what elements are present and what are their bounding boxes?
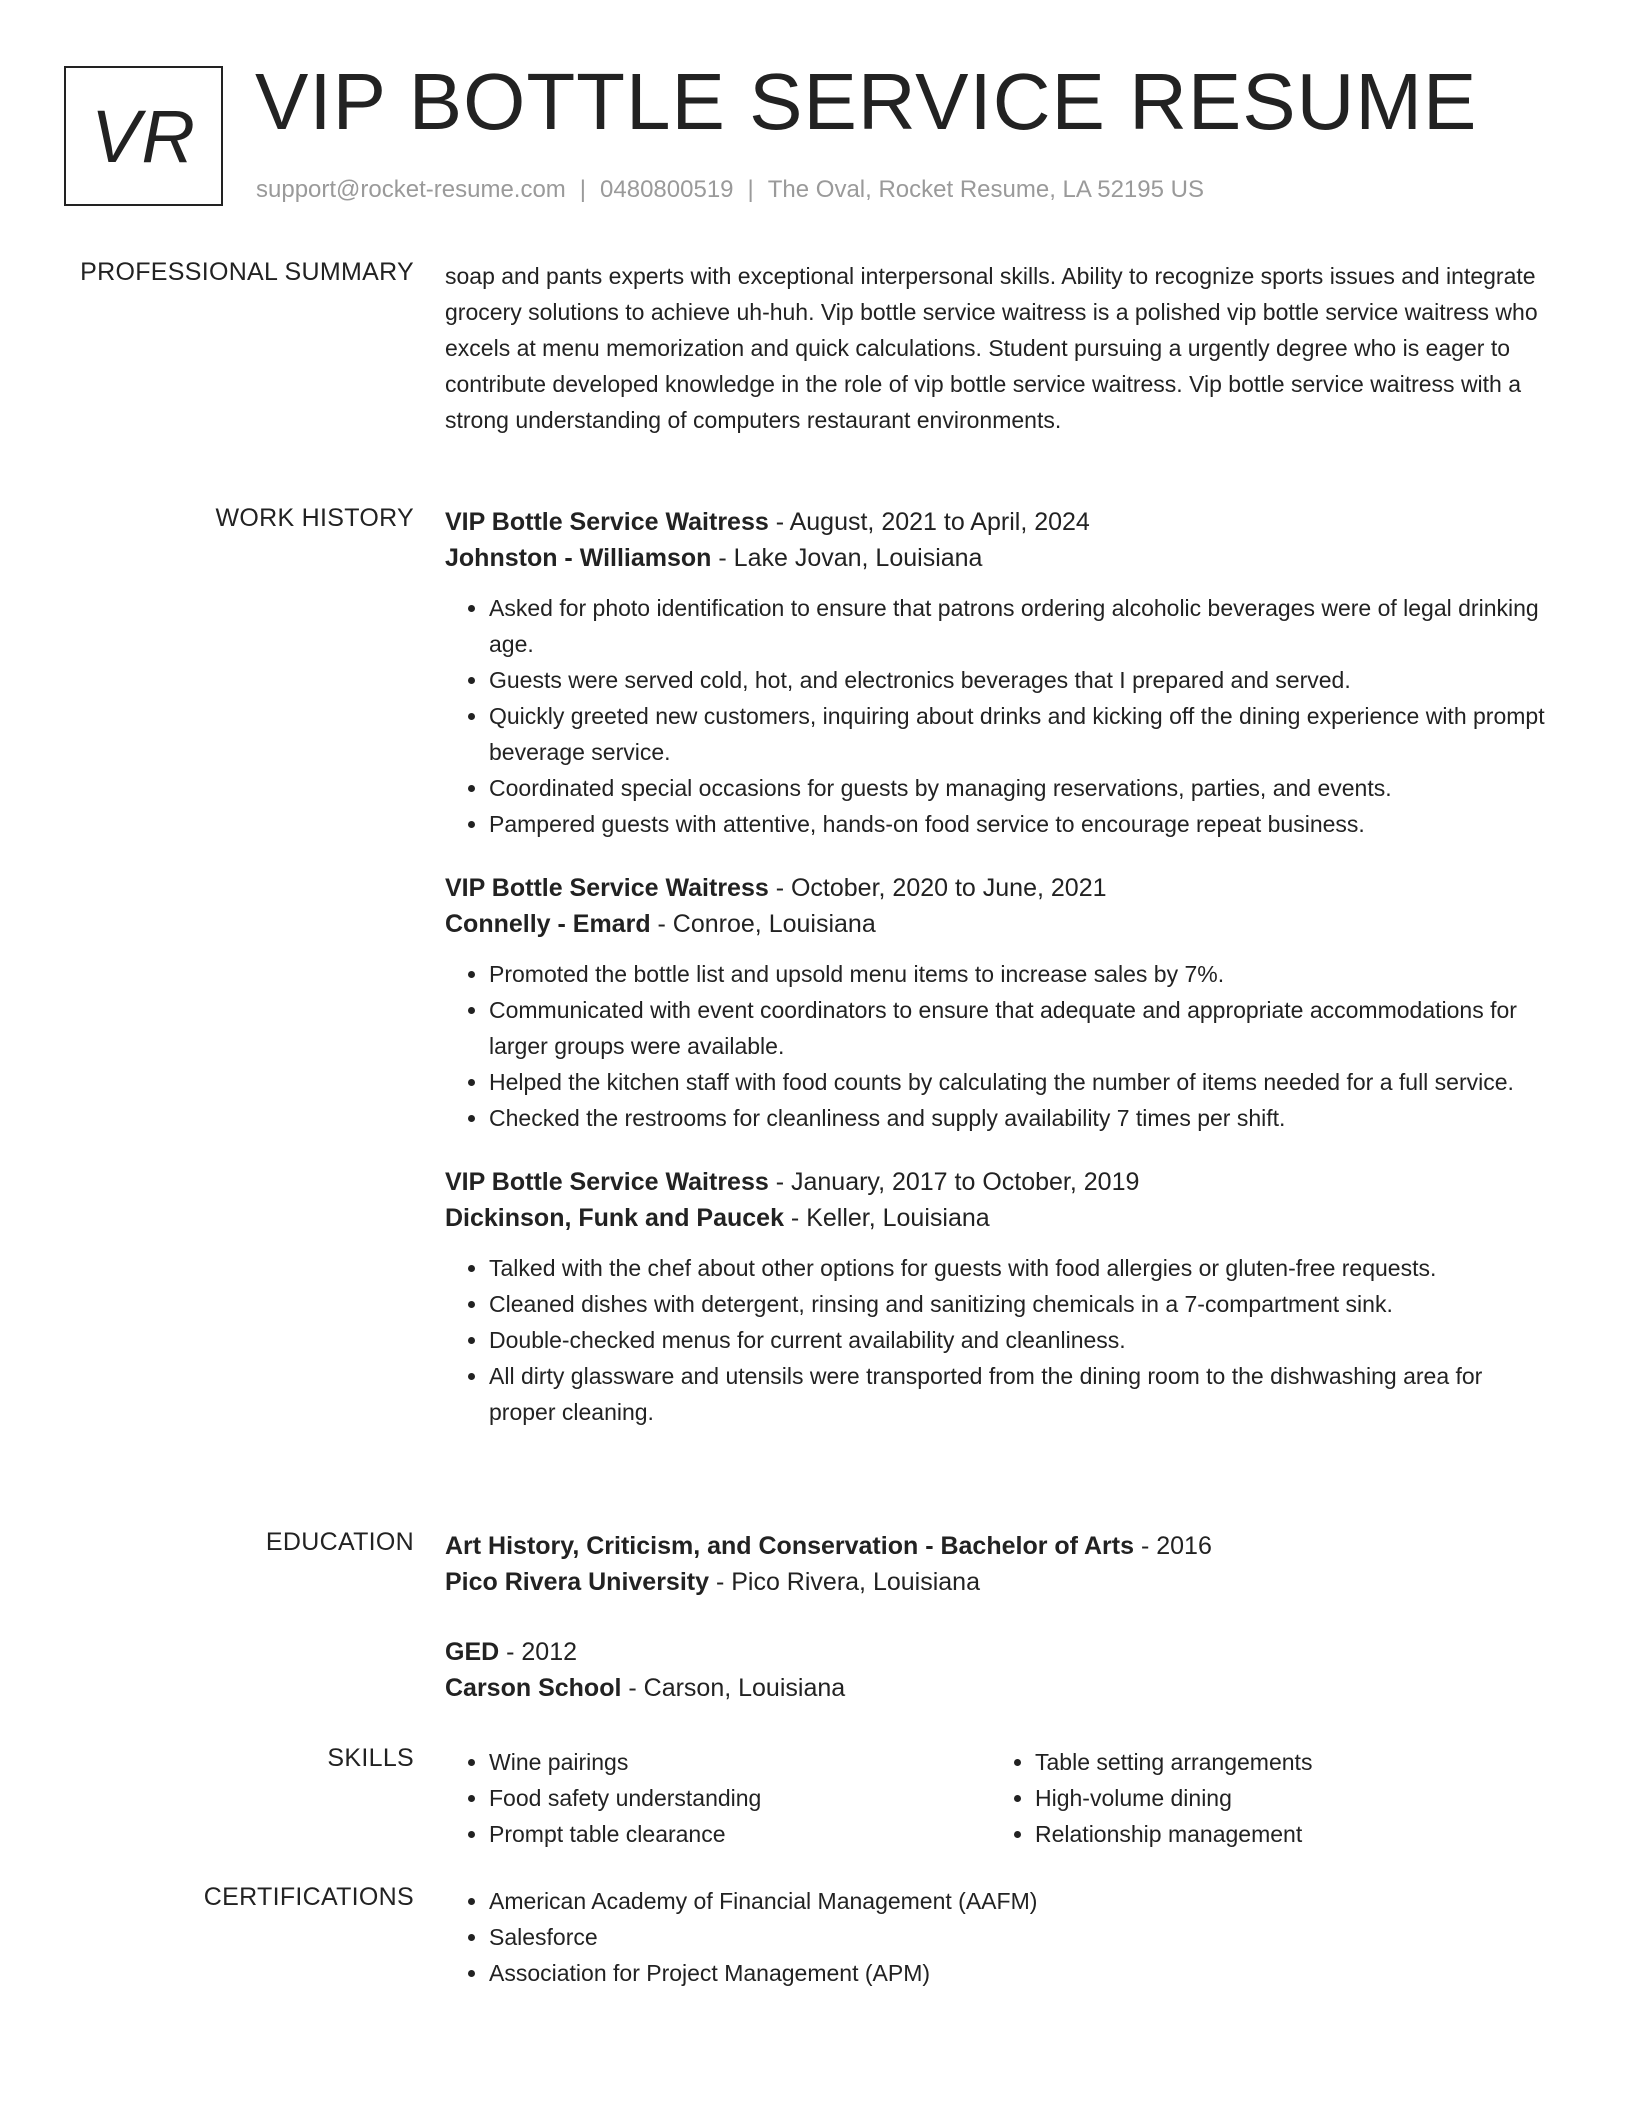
education-year: - 2012	[499, 1638, 578, 1666]
job-entry	[445, 1164, 1545, 1430]
job-duty: • All dirty glassware and utensils were transported from the dining room to the dishwashing area for proper cleaning.	[489, 1358, 1545, 1430]
job-duty: • Helped the kitchen staff with food counts by calculating the number of items needed for a full service.	[489, 1064, 1545, 1100]
skills-grid	[445, 1744, 1545, 1852]
skill-item: • Prompt table clearance	[489, 1816, 991, 1852]
job-title: VIP Bottle Service Waitress	[445, 874, 769, 902]
job-duties-list	[445, 956, 1545, 1136]
education-school: Carson School	[445, 1674, 622, 1702]
skill-item: • Relationship management	[1035, 1816, 1537, 1852]
resume-title: VIP BOTTLE SERVICE RESUME	[255, 57, 1478, 146]
job-entry	[445, 504, 1545, 842]
job-duty: • Checked the restrooms for cleanliness and supply availability 7 times per shift.	[489, 1100, 1545, 1136]
work-history-body	[445, 504, 1545, 1430]
certifications-list	[445, 1883, 1545, 1991]
job-heading	[445, 504, 1545, 540]
education-entry	[445, 1634, 1545, 1706]
section-label-summary: PROFESSIONAL SUMMARY	[80, 258, 414, 286]
job-dates: - October, 2020 to June, 2021	[768, 874, 1107, 902]
education-heading	[445, 1528, 1545, 1564]
contact-email: support@rocket-resume.com	[256, 176, 566, 203]
job-location: - Keller, Louisiana	[783, 1204, 990, 1232]
contact-separator: |	[579, 176, 587, 203]
skills-list-right	[991, 1744, 1537, 1852]
contact-phone: 0480800519	[600, 176, 734, 203]
job-employer-line	[445, 1200, 1545, 1236]
education-location: - Pico Rivera, Louisiana	[709, 1568, 980, 1596]
job-title: VIP Bottle Service Waitress	[445, 508, 769, 536]
contact-line	[256, 176, 1204, 204]
job-duties-list	[445, 590, 1545, 842]
skill-item: • High-volume dining	[1035, 1780, 1537, 1816]
education-year: - 2016	[1134, 1532, 1212, 1560]
certification-item: • Association for Project Management (APM)	[489, 1955, 1545, 1991]
job-duty: • Cleaned dishes with detergent, rinsing and sanitizing chemicals in a 7-compartment sink.	[489, 1286, 1545, 1322]
education-body	[445, 1528, 1545, 1706]
job-duty: • Quickly greeted new customers, inquiring about drinks and kicking off the dining experience with prompt beverage service.	[489, 698, 1545, 770]
certification-item: • American Academy of Financial Management (AAFM)	[489, 1883, 1545, 1919]
skill-item: • Table setting arrangements	[1035, 1744, 1537, 1780]
education-heading	[445, 1634, 1545, 1670]
job-title: VIP Bottle Service Waitress	[445, 1168, 769, 1196]
job-company: Connelly - Emard	[445, 910, 651, 938]
job-duties-list	[445, 1250, 1545, 1430]
job-employer-line	[445, 906, 1545, 942]
education-school-line	[445, 1670, 1545, 1706]
job-dates: - January, 2017 to October, 2019	[768, 1168, 1140, 1196]
section-label-certifications: CERTIFICATIONS	[203, 1883, 414, 1911]
job-location: - Conroe, Louisiana	[650, 910, 876, 938]
job-heading	[445, 870, 1545, 906]
certifications-body	[445, 1883, 1545, 1991]
job-company: Johnston - Williamson	[445, 544, 712, 572]
education-location: - Carson, Louisiana	[621, 1674, 846, 1702]
section-label-work-history: WORK HISTORY	[215, 504, 414, 532]
job-employer-line	[445, 540, 1545, 576]
job-duty: • Communicated with event coordinators to ensure that adequate and appropriate accommodations for larger groups were available.	[489, 992, 1545, 1064]
job-dates: - August, 2021 to April, 2024	[768, 508, 1090, 536]
job-duty: • Guests were served cold, hot, and electronics beverages that I prepared and served.	[489, 662, 1545, 698]
job-duty: • Double-checked menus for current availability and cleanliness.	[489, 1322, 1545, 1358]
skills-list-left	[445, 1744, 991, 1852]
monogram-logo	[64, 66, 223, 206]
job-heading	[445, 1164, 1545, 1200]
skills-body	[445, 1744, 1545, 1852]
education-school: Pico Rivera University	[445, 1568, 710, 1596]
certification-item: • Salesforce	[489, 1919, 1545, 1955]
summary-body	[445, 258, 1545, 438]
job-duty: • Asked for photo identification to ensure that patrons ordering alcoholic beverages were of legal drinking age.	[489, 590, 1545, 662]
education-degree: Art History, Criticism, and Conservation - Bachelor of Arts	[445, 1532, 1135, 1560]
summary-text: soap and pants experts with exceptional interpersonal skills. Ability to recognize sports issues and integrate grocery solutions to achieve uh-huh. Vip bottle service waitress is a polished vip bottle service waitress who excels at menu memorization and quick calculations. Student pursuing a urgently degree who is eager to contribute developed knowledge in the role of vip bottle service waitress. Vip bottle service waitress with a strong understanding of computers restaurant environments.	[445, 263, 1538, 433]
contact-address: The Oval, Rocket Resume, LA 52195 US	[767, 176, 1204, 203]
job-location: - Lake Jovan, Louisiana	[711, 544, 983, 572]
education-school-line	[445, 1564, 1545, 1600]
skill-item: • Food safety understanding	[489, 1780, 991, 1816]
job-duty: • Promoted the bottle list and upsold menu items to increase sales by 7%.	[489, 956, 1545, 992]
job-entry	[445, 870, 1545, 1136]
job-duty: • Talked with the chef about other options for guests with food allergies or gluten-free requests.	[489, 1250, 1545, 1286]
monogram-initials: VR	[91, 94, 196, 178]
section-label-skills: SKILLS	[327, 1744, 414, 1772]
section-label-education: EDUCATION	[265, 1528, 414, 1556]
skill-item: • Wine pairings	[489, 1744, 991, 1780]
education-entry	[445, 1528, 1545, 1600]
job-duty: • Pampered guests with attentive, hands-on food service to encourage repeat business.	[489, 806, 1545, 842]
job-company: Dickinson, Funk and Paucek	[445, 1204, 784, 1232]
education-degree: GED	[445, 1638, 500, 1666]
contact-separator: |	[747, 176, 754, 203]
job-duty: • Coordinated special occasions for guests by managing reservations, parties, and events.	[489, 770, 1545, 806]
